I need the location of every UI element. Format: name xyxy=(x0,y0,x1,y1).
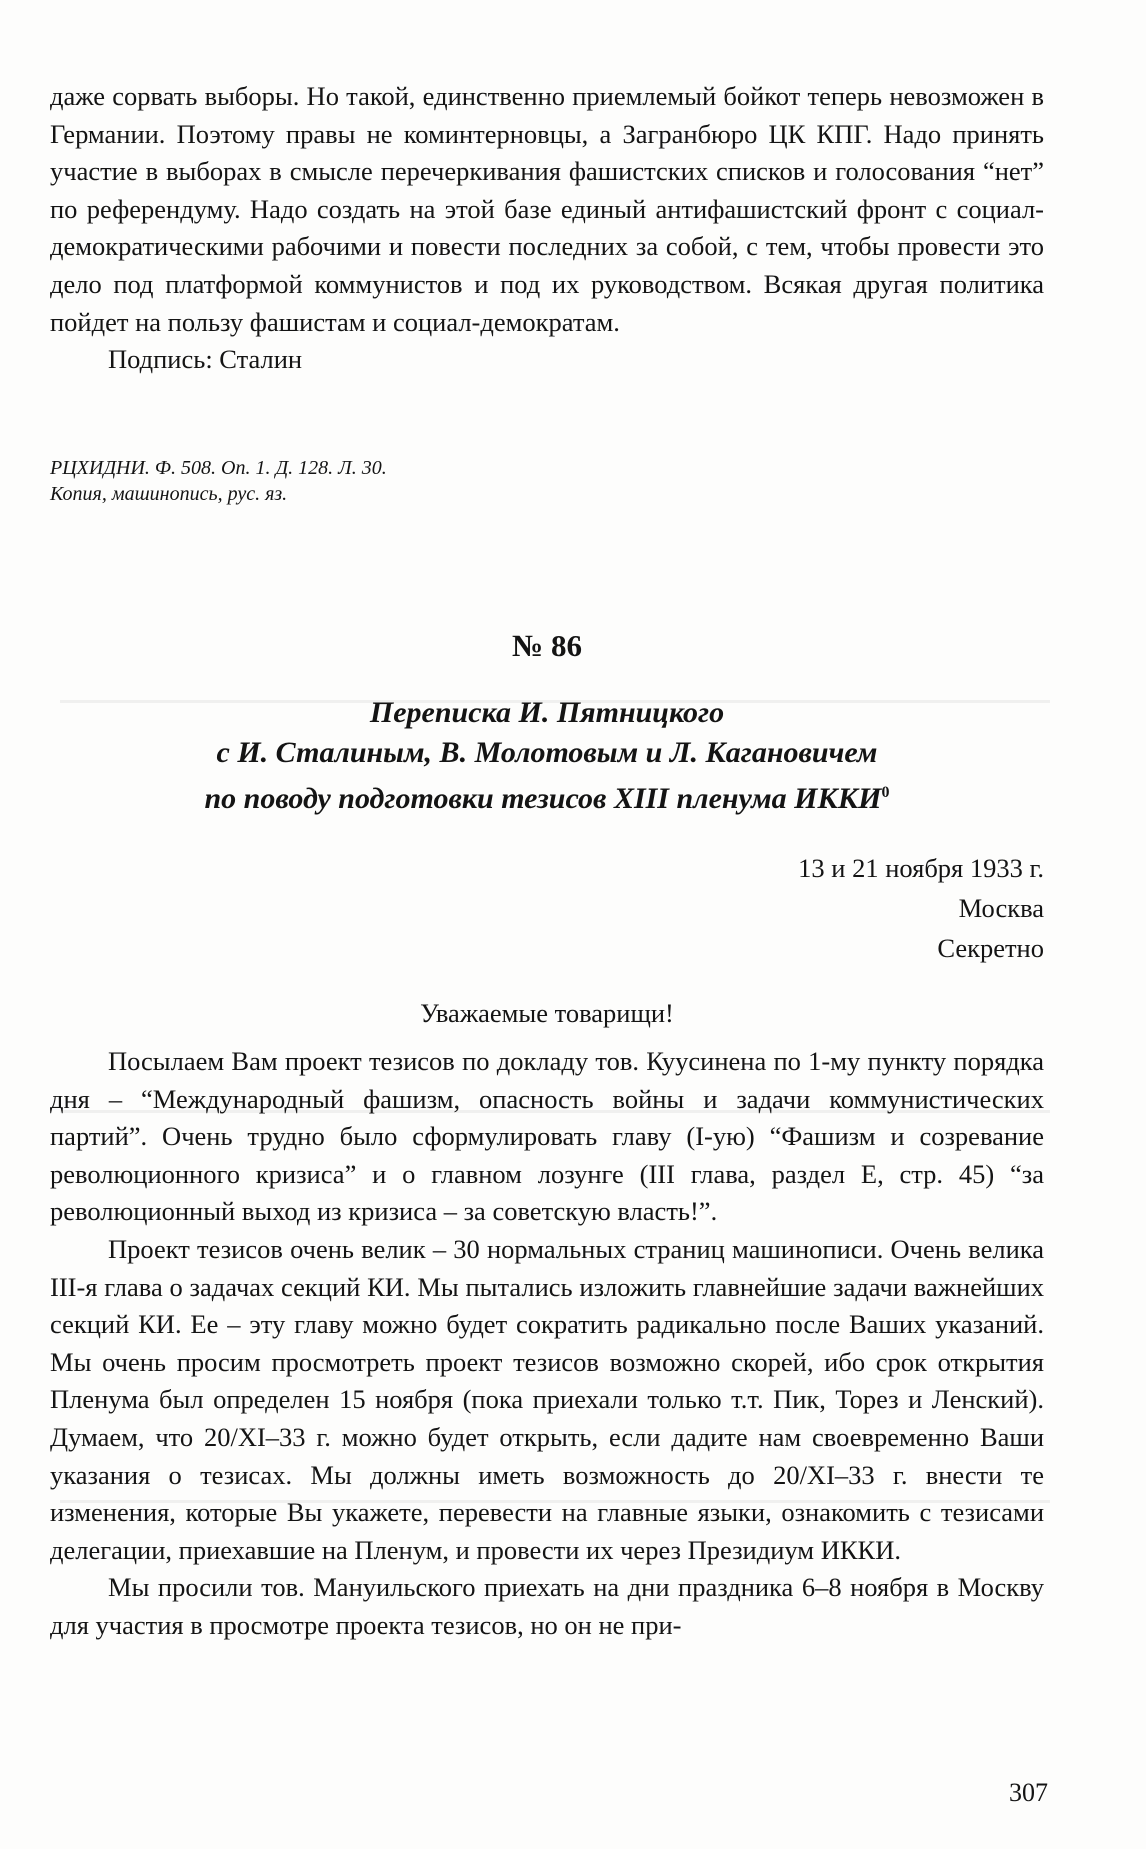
continuation-paragraph: даже сорвать выборы. Но такой, единственно приемлемый бойкот теперь невозможен в Германии. Поэтому правы не коминтерновцы, а Загранбюро ЦК КПГ. Надо принять участие в выборах в смысле перечеркивания фашистских списков и голосования “нет” по референдуму. Надо создать на этой базе единый антифашистский фронт с социал-демократическими рабочими и повести последних за собой, с тем, чтобы провести это дело под платформой коммунистов и под их руководством. Всякая другая политика пойдет на пользу фашистам и социал-демократам. xyxy=(50,81,1044,337)
archive-line-1: РЦХИДНИ. Ф. 508. Оп. 1. Д. 128. Л. 30. xyxy=(50,457,387,479)
letter-paragraph-2: Проект тезисов очень велик – 30 нормальных страниц машинописи. Очень велика III-я глава о задачах секций КИ. Мы пытались изложить главнейшие задачи важнейших секций КИ. Ее – эту главу можно будет сократить радикально после Ваших указаний. Мы очень просим просмотреть проект тезисов возможно скорей, ибо срок открытия Пленума был определен 15 ноября (пока приехали только т.т. Пик, Торез и Ленский). Думаем, что 20/XI–33 г. можно будет открыть, если дадите нам своевременно Ваши указания о тезисах. Мы должны иметь возможность до 20/XI–33 г. внести те изменения, которые Вы укажете, перевести на главные языки, ознакомить с тезисами делегации, приехавшие на Пленум, и провести их через Президиум ИККИ. xyxy=(50,1233,1044,1565)
title-line-3-text: по поводу подготовки тезисов XIII пленума ИККИ xyxy=(204,782,882,815)
document-classification: Секретно xyxy=(937,933,1044,963)
footnote-mark: 0 xyxy=(881,784,890,801)
letter-paragraph-3: Мы просили тов. Мануильского приехать на дни праздника 6–8 ноября в Москву для участия в просмотре проекта тезисов, но он не при- xyxy=(50,1572,1044,1640)
top-text-block xyxy=(50,78,1044,379)
document-title xyxy=(50,693,1044,819)
document-date: 13 и 21 ноября 1933 г. xyxy=(798,853,1044,883)
signature-line: Подпись: Сталин xyxy=(108,344,303,375)
title-line-2: с И. Сталиным, В. Молотовым и Л. Кагановичем xyxy=(216,736,878,769)
title-line-3 xyxy=(50,773,1044,819)
title-line-1: Переписка И. Пятницкого xyxy=(369,696,725,729)
letter-body xyxy=(50,1043,1044,1645)
document-meta xyxy=(798,848,1044,968)
document-number: № 86 xyxy=(512,628,582,663)
archive-reference xyxy=(50,455,1044,507)
document-place: Москва xyxy=(958,893,1044,923)
letter-paragraph-1: Посылаем Вам проект тезисов по докладу тов. Куусинена по 1-му пункту порядка дня – “Международный фашизм, опасность войны и задачи коммунистических партий”. Очень трудно было сформулировать главу (I-ую) “Фашизм и созревание революционного кризиса” и о главном лозунге (III глава, раздел Е, стр. 45) “за революционный выход из кризиса – за советскую власть!”. xyxy=(50,1046,1044,1227)
salutation: Уважаемые товарищи! xyxy=(420,998,674,1028)
archive-line-2: Копия, машинопись, рус. яз. xyxy=(50,483,288,505)
page-number: 307 xyxy=(1009,1778,1048,1807)
